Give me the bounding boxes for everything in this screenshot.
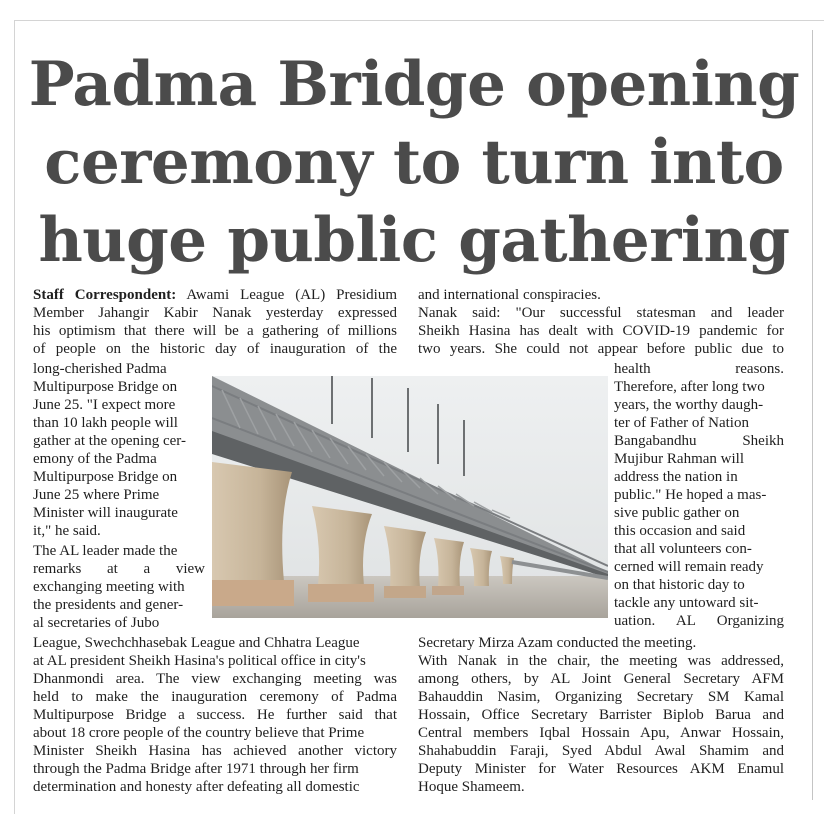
- article-line: of people on the historic day of inauguration of the: [33, 341, 397, 357]
- article-line: Multipurpose Bridge a success. He further said that: [33, 707, 397, 723]
- article-line: emony of the Padma: [33, 451, 157, 467]
- article-line: Nanak said: "Our successful statesman and leader: [418, 305, 784, 321]
- article-line: Bahauddin Nasim, Organizing Secretary SM Kamal: [418, 689, 784, 705]
- article-line: than 10 lakh people will: [33, 415, 178, 431]
- article-line: uation. AL Organizing: [614, 613, 784, 629]
- byline: Staff Correspondent:: [33, 287, 177, 303]
- headline-line: ceremony to turn into: [44, 127, 784, 198]
- article-line: and international conspiracies.: [418, 287, 601, 303]
- article-line: The AL leader made the: [33, 543, 178, 559]
- article-line: tackle any untoward sit-: [614, 595, 759, 611]
- article-line: about 18 crore people of the country believe that Prime: [33, 725, 365, 741]
- article-line: Therefore, after long two: [614, 379, 765, 395]
- article-line: long-cherished Padma: [33, 361, 167, 377]
- article-line: Central members Iqbal Hossain Apu, Anwar Hossain,: [418, 725, 784, 741]
- article-line: cerned will remain ready: [614, 559, 764, 575]
- article-line: Shahabuddin Faraji, Syed Abdul Awal Shamim and: [418, 743, 784, 759]
- headline-line: Padma Bridge opening: [28, 49, 800, 120]
- article-line: through the Padma Bridge after 1971 through her firm: [33, 761, 359, 777]
- article-line: Deputy Minister for Water Resources AKM Enamul: [418, 761, 784, 777]
- article-line: address the nation in: [614, 469, 738, 485]
- article-line: Mujibur Rahman will: [614, 451, 744, 467]
- article-line: Hossain, Office Secretary Barrister Biplob Barua and: [418, 707, 784, 723]
- article-line: Sheikh Hasina has dealt with COVID-19 pandemic for: [418, 323, 784, 339]
- article-line: at AL president Sheikh Hasina's political office in city's: [33, 653, 366, 669]
- article-line: exchanging meeting with: [33, 579, 185, 595]
- article-line: Dhanmondi area. The view exchanging meeting was: [33, 671, 397, 687]
- article-line: his optimism that there will be a gathering of millions: [33, 323, 397, 339]
- article-line: this occasion and said: [614, 523, 746, 539]
- article-line: ter of Father of Nation: [614, 415, 749, 431]
- article-line: Minister will inaugurate: [33, 505, 178, 521]
- article-line: Staff Correspondent: Awami League (AL) Presidium: [33, 287, 397, 303]
- article-line: that all volunteers con-: [614, 541, 752, 557]
- article-line: sive public gather on: [614, 505, 740, 521]
- article-line: the presidents and gener-: [33, 597, 184, 613]
- article-line: determination and honesty after defeating all domestic: [33, 779, 360, 795]
- article-line: it," he said.: [33, 523, 101, 539]
- headline-line: huge public gathering: [38, 205, 790, 276]
- article-line: gather at the opening cer-: [33, 433, 186, 449]
- article-line: Multipurpose Bridge on: [33, 469, 178, 485]
- article-line: two years. She could not appear before public due to: [418, 341, 784, 357]
- article-line: Hoque Shameem.: [418, 779, 525, 795]
- headline: [24, 46, 804, 280]
- article-line: Bangabandhu Sheikh: [614, 433, 784, 449]
- article-line: held to make the inauguration ceremony of Padma: [33, 689, 397, 705]
- article-line: June 25 where Prime: [33, 487, 160, 503]
- article-line: League, Swechchhasebak League and Chhatra League: [33, 635, 360, 651]
- bridge-photo: [212, 376, 608, 618]
- article-line: al secretaries of Jubo: [33, 615, 160, 631]
- article-line: Secretary Mirza Azam conducted the meeting.: [418, 635, 697, 651]
- column-rule: [812, 30, 813, 800]
- article-line: remarks at a view: [33, 561, 205, 577]
- article-line: June 25. "I expect more: [33, 397, 176, 413]
- article-line: Multipurpose Bridge on: [33, 379, 178, 395]
- article-line: Member Jahangir Kabir Nanak yesterday expressed: [33, 305, 397, 321]
- article-line: health reasons.: [614, 361, 784, 377]
- article-line: public." He hoped a mas-: [614, 487, 767, 503]
- article-line: Minister Sheikh Hasina has achieved another victory: [33, 743, 397, 759]
- article-line: With Nanak in the chair, the meeting was addressed,: [418, 653, 784, 669]
- article-line: among others, by AL Joint General Secretary AFM: [418, 671, 784, 687]
- article-line: on that historic day to: [614, 577, 745, 593]
- article-line: years, the worthy daugh-: [614, 397, 764, 413]
